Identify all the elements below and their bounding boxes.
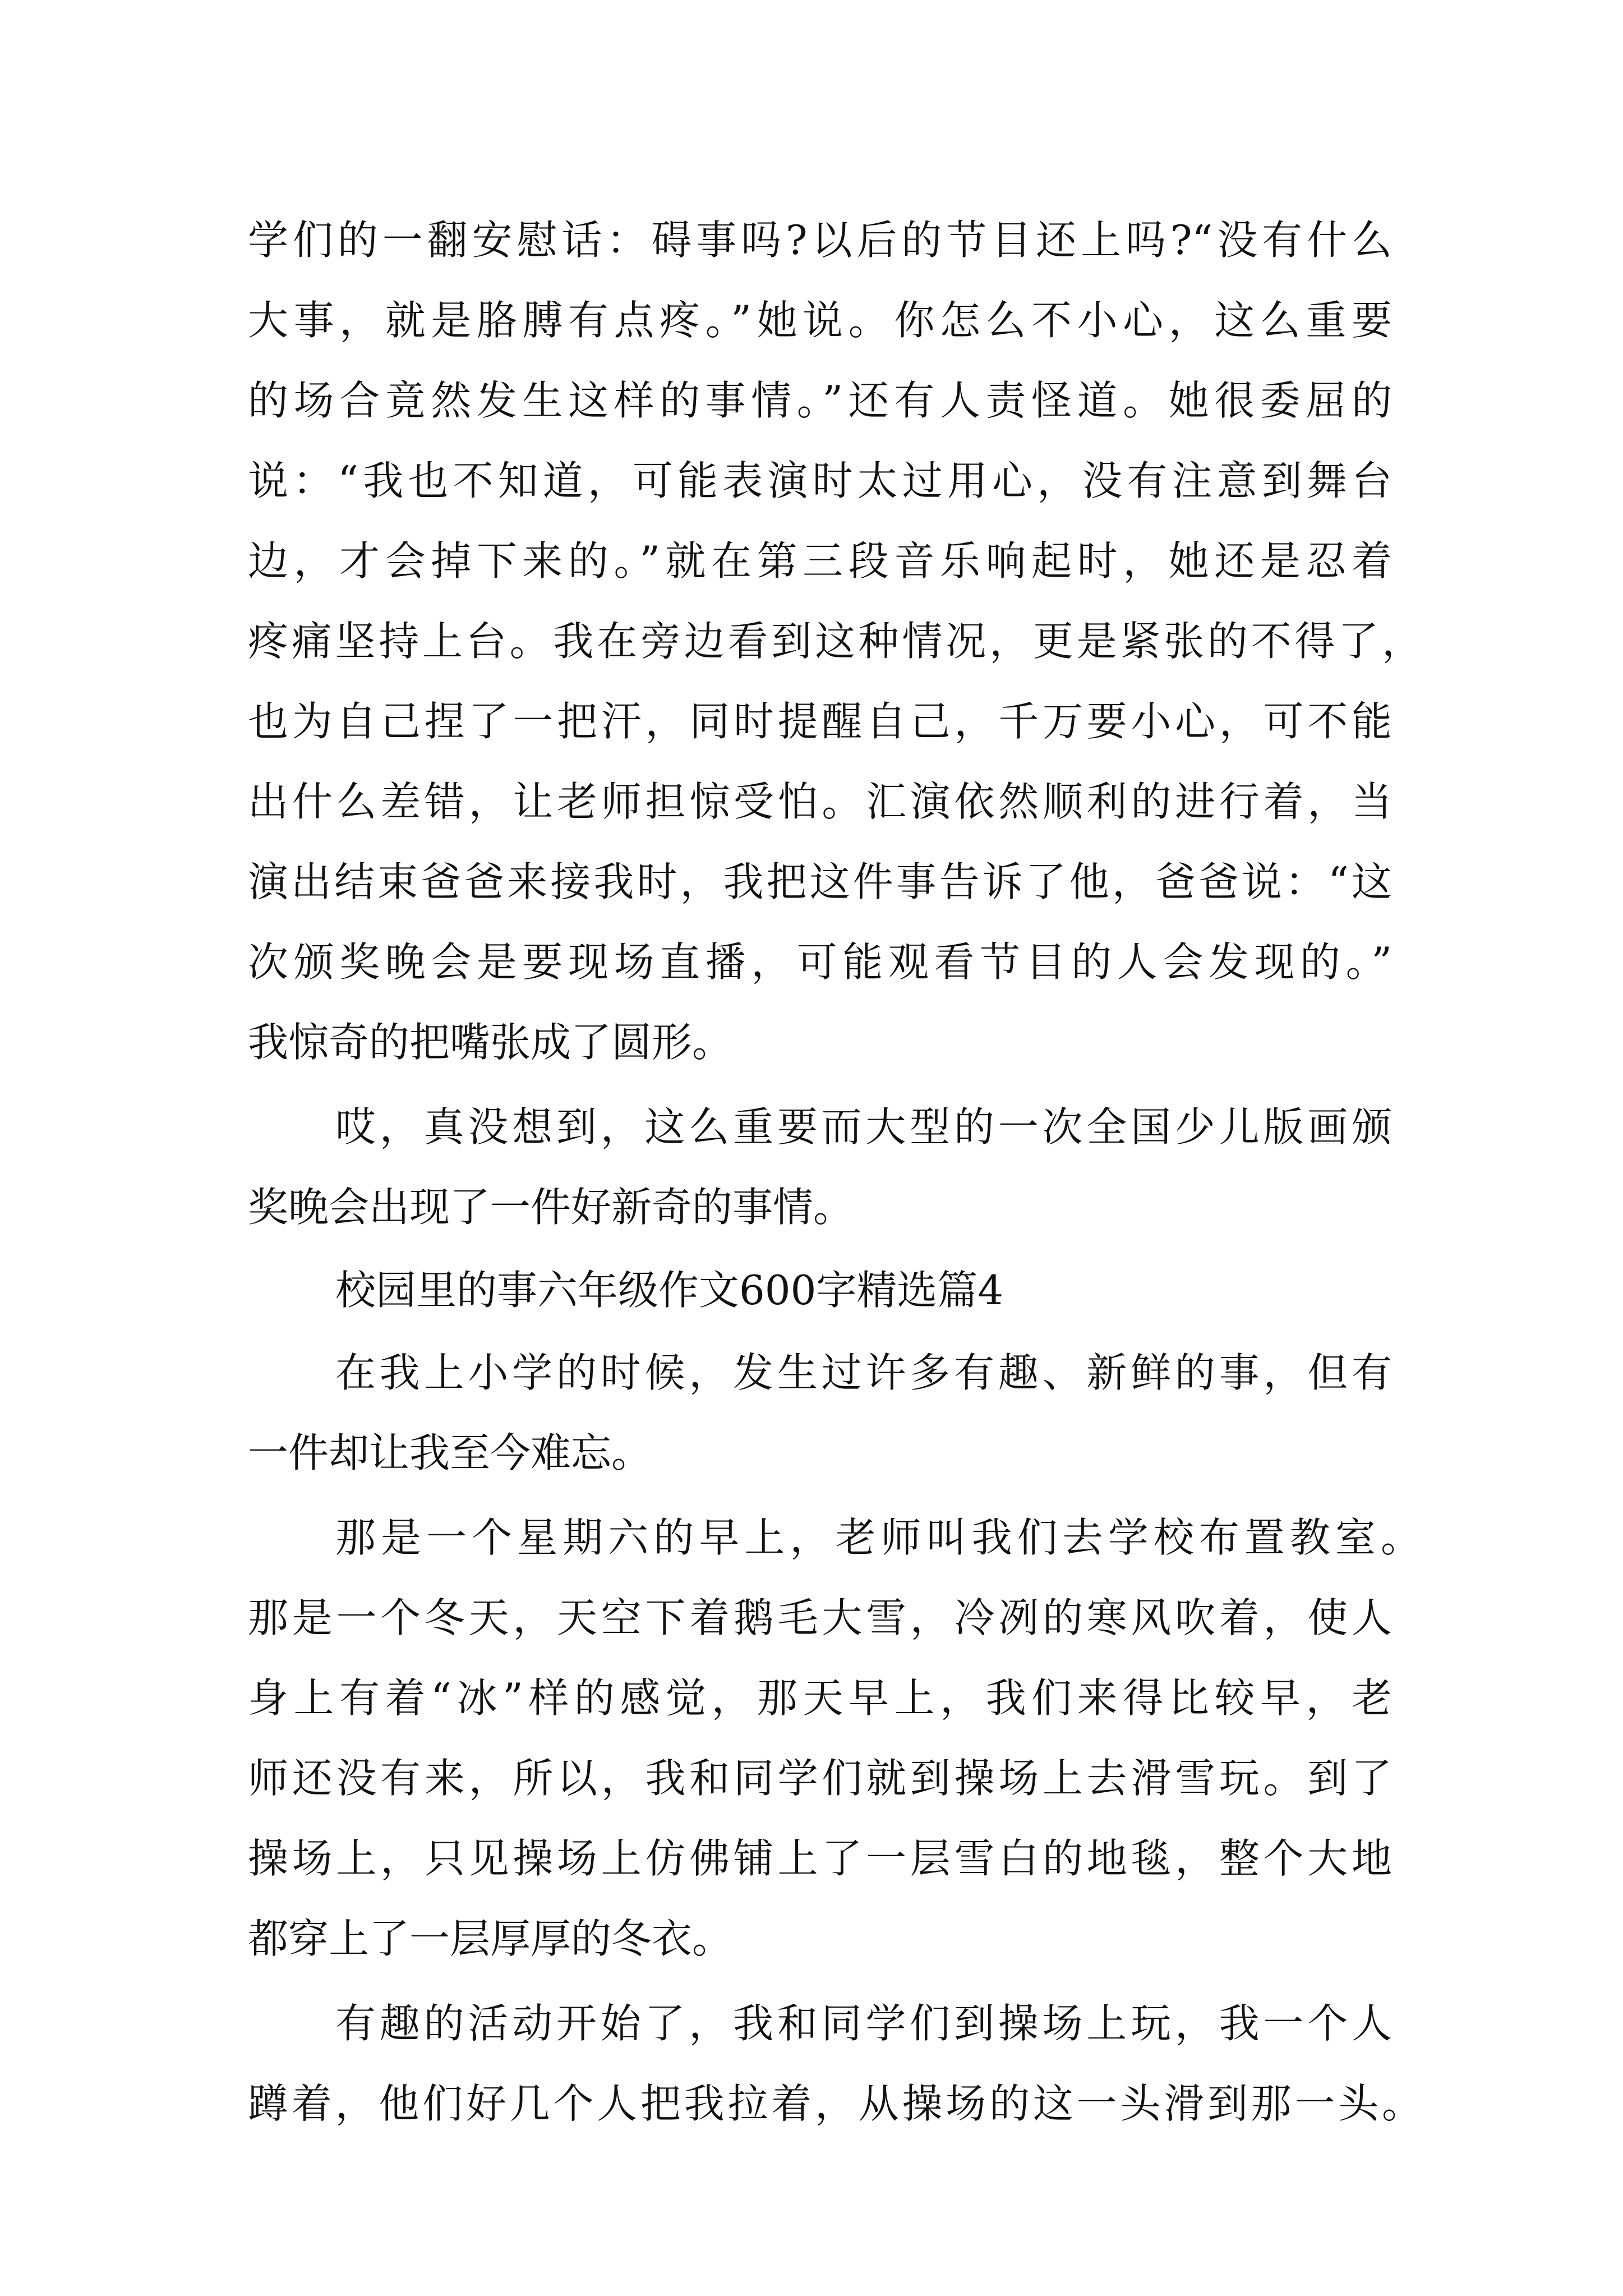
text-line: 的场合竟然发生这样的事情。”还有人责怪道。她很委屈的: [248, 377, 1392, 424]
text-line: 也为自己捏了一把汗，同时提醒自己，千万要小心，可不能: [248, 698, 1392, 745]
text-line: 大事，就是胳膊有点疼。”她说。你怎么不小心，这么重要: [248, 297, 1392, 344]
text-line: 说：“我也不知道，可能表演时太过用心，没有注意到舞台: [248, 457, 1392, 504]
text-line: 演出结束爸爸来接我时，我把这件事告诉了他，爸爸说：“这: [248, 858, 1392, 905]
text-line: 一件却让我至今难忘。: [248, 1429, 652, 1476]
text-line: 次颁奖晚会是要现场直播，可能观看节目的人会发现的。”: [248, 938, 1392, 986]
text-line: 奖晚会出现了一件好新奇的事情。: [248, 1184, 854, 1231]
text-line: 身上有着“冰”样的感觉，那天早上，我们来得比较早，老: [248, 1674, 1392, 1722]
paragraph-first-line: 哎，真没想到，这么重要而大型的一次全国少儿版画颁: [335, 1103, 1392, 1151]
paragraph-first-line: 在我上小学的时候，发生过许多有趣、新鲜的事，但有: [335, 1349, 1392, 1396]
text-line: 那是一个冬天，天空下着鹅毛大雪，冷冽的寒风吹着，使人: [248, 1594, 1392, 1641]
text-line: 边，才会掉下来的。”就在第三段音乐响起时，她还是忍着: [248, 537, 1392, 585]
text-line: 我惊奇的把嘴张成了圆形。: [248, 1019, 733, 1066]
paragraph-first-line: 那是一个星期六的早上，老师叫我们去学校布置教室。: [335, 1514, 1421, 1561]
text-line: 都穿上了一层厚厚的冬衣。: [248, 1915, 733, 1962]
text-line: 操场上，只见操场上仿佛铺上了一层雪白的地毯，整个大地: [248, 1835, 1392, 1882]
text-line: 疼痛坚持上台。我在旁边看到这种情况，更是紧张的不得了，: [248, 618, 1422, 665]
text-line: 学们的一翻安慰话：碍事吗?以后的节目还上吗?“没有什么: [248, 217, 1392, 264]
paragraph-first-line: 有趣的活动开始了，我和同学们到操场上玩，我一个人: [335, 2000, 1392, 2047]
section-heading: 校园里的事六年级作文600字精选篇4: [335, 1267, 1004, 1314]
text-line: 蹲着，他们好几个人把我拉着，从操场的这一头滑到那一头。: [248, 2080, 1422, 2127]
text-line: 出什么差错，让老师担惊受怕。汇演依然顺利的进行着，当: [248, 778, 1392, 825]
text-line: 师还没有来，所以，我和同学们就到操场上去滑雪玩。到了: [248, 1755, 1392, 1802]
